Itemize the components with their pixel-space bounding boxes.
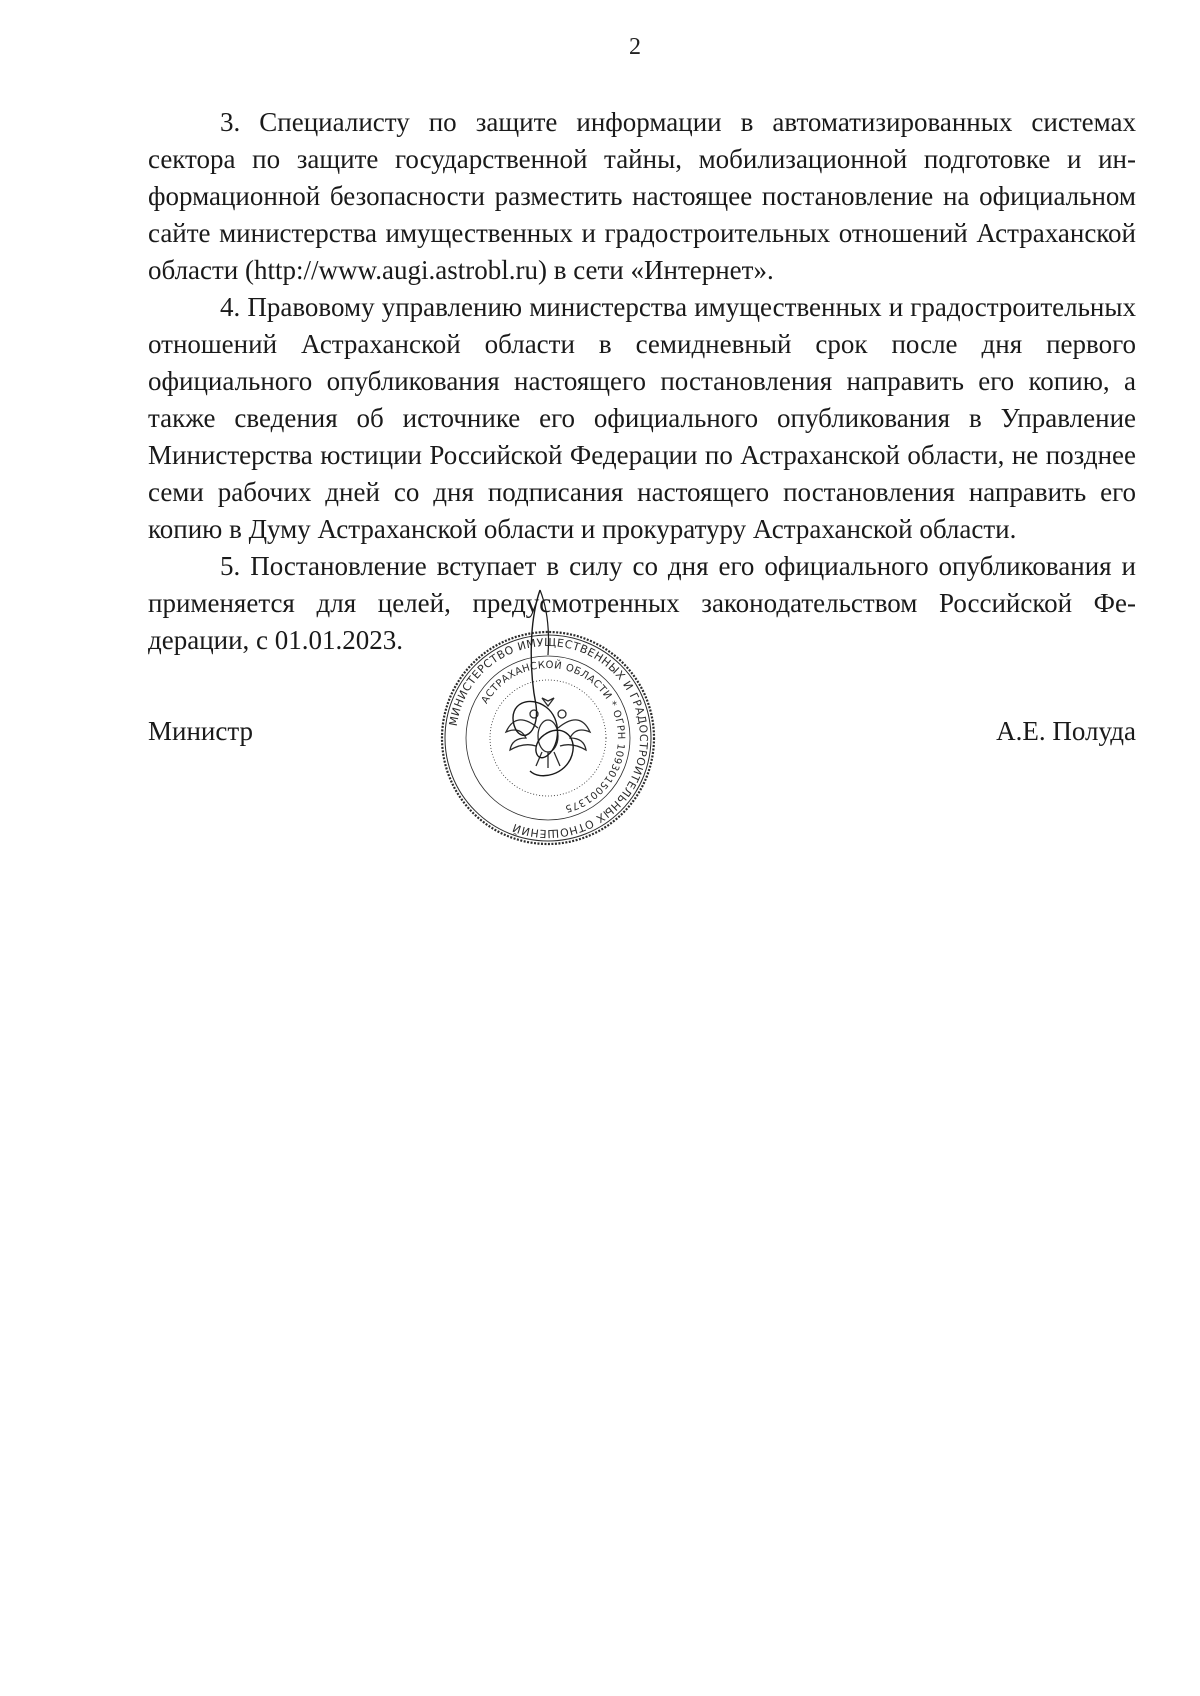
page-number: 2 xyxy=(629,34,641,60)
paragraph-5: 5. Постановление вступает в силу со дня его официального опубликования и применяется для целей, предусмотренных законодательством Российской Федерации, с 01.01.2023. xyxy=(148,551,1136,655)
seal-inner-text: АСТРАХАНСКОЙ ОБЛАСТИ * ОГРН 1093015001375 xyxy=(479,659,627,814)
signatory-role: Министр xyxy=(148,716,253,746)
document-body xyxy=(148,104,1136,659)
seal-outer-text: МИНИСТЕРСТВО ИМУЩЕСТВЕННЫХ И ГРАДОСТРОИТЕЛЬНЫХ ОТНОШЕНИЙ xyxy=(446,635,651,841)
signature-block xyxy=(148,716,1136,756)
handwritten-signature xyxy=(500,585,610,805)
signatory-name: А.Е. Полуда xyxy=(996,716,1136,746)
paragraph-3: 3. Специалисту по защите информации в автоматизированных системах сектора по защите государственной тайны, мобилизационной подготовке и информационной безопасности разместить настоящее постановление на официальном сайте министерства имущественных и градостроительных отношений Астраханской области (http://www.augi.astrobl.ru) в сети «Интернет». xyxy=(148,107,1136,285)
paragraph-4: 4. Правовому управлению министерства имущественных и градостроительных отношений Астраханской области в семидневный срок после дня первого официального опубликования настоящего постановления направить его копию, а также сведения об источнике его официального опубликования в Управление Министерства юстиции Российской Федерации по Астраханской области, не позднее семи рабочих дней со дня подписания настоящего постановления направить его копию в Думу Астраханской области и прокуратуру Астраханской области. xyxy=(148,292,1136,544)
